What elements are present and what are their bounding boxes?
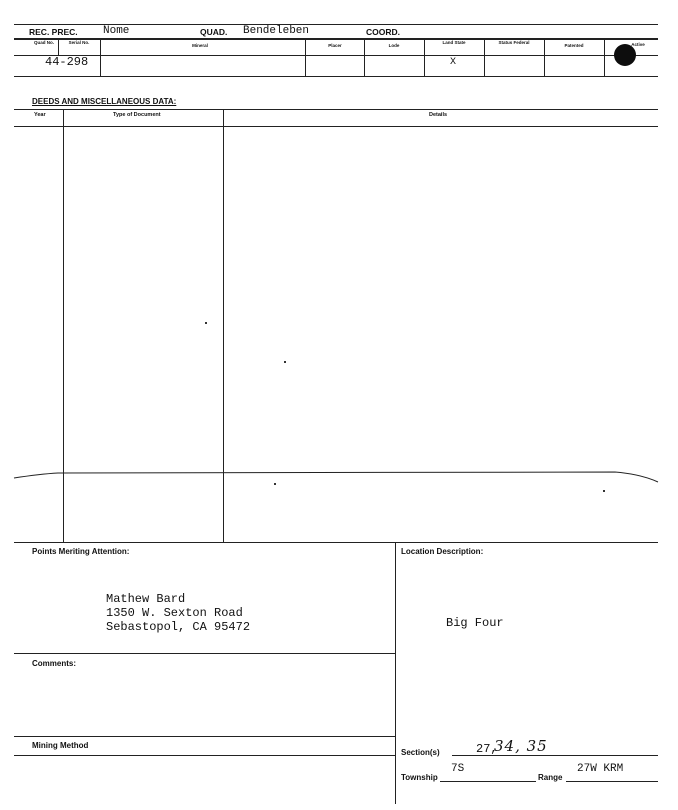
points-name: Mathew Bard bbox=[106, 592, 186, 606]
col-patented: Patented bbox=[564, 43, 584, 48]
punch-hole-mark bbox=[614, 44, 636, 66]
col-land-state: Land State bbox=[442, 40, 466, 45]
lower-top-rule bbox=[14, 542, 658, 543]
points-city: Sebastopol, CA 95472 bbox=[106, 620, 251, 634]
mining-top-rule bbox=[14, 736, 395, 737]
col-active: Active bbox=[631, 42, 645, 47]
col-serial-no: Serial No. bbox=[68, 40, 90, 45]
col-status-federal: Status Federal bbox=[498, 40, 530, 45]
header-row-rule bbox=[14, 38, 658, 40]
mining-bottom-rule bbox=[14, 755, 395, 756]
quad-value: Bendeleben bbox=[243, 25, 310, 37]
section-value-typed: 27, bbox=[476, 742, 498, 756]
points-street: 1350 W. Sexton Road bbox=[106, 606, 243, 620]
header-divider bbox=[484, 39, 485, 76]
col-placer: Placer bbox=[328, 43, 342, 48]
header-divider bbox=[58, 39, 59, 56]
col-quad-no: Quad No. bbox=[34, 40, 54, 45]
deeds-col-year: Year bbox=[34, 112, 46, 118]
township-line bbox=[440, 781, 536, 782]
header-divider bbox=[305, 39, 306, 76]
township-label: Township bbox=[401, 773, 438, 782]
header-columns-rule bbox=[14, 55, 658, 56]
scan-speck bbox=[603, 490, 605, 492]
land-state-value: X bbox=[450, 57, 457, 68]
header-divider bbox=[100, 39, 101, 76]
coord-label: COORD. bbox=[366, 27, 400, 37]
header-divider bbox=[604, 39, 605, 76]
header-divider bbox=[364, 39, 365, 76]
range-line bbox=[566, 781, 658, 782]
township-value: 7S bbox=[451, 763, 465, 775]
deeds-col-type: Type of Document bbox=[113, 112, 161, 118]
deeds-col-details: Details bbox=[429, 112, 448, 118]
page-fold-line bbox=[0, 460, 678, 490]
quad-label: QUAD. bbox=[200, 27, 228, 37]
rec-prec-value: Nome bbox=[103, 25, 130, 37]
col-lode: Lode bbox=[388, 43, 400, 48]
header-divider bbox=[544, 39, 545, 76]
deeds-title: DEEDS AND MISCELLANEOUS DATA: bbox=[32, 97, 177, 106]
header-divider bbox=[424, 39, 425, 76]
lower-center-divider bbox=[395, 542, 396, 804]
comments-label: Comments: bbox=[32, 659, 77, 668]
points-label: Points Meriting Attention: bbox=[32, 547, 130, 556]
range-label: Range bbox=[538, 773, 563, 782]
deeds-header-rule bbox=[14, 126, 658, 127]
scan-speck bbox=[205, 322, 207, 324]
deeds-top-rule bbox=[14, 109, 658, 110]
section-value-handwritten: 34, 35 bbox=[494, 737, 548, 755]
range-value: 27W KRM bbox=[577, 763, 624, 775]
rec-prec-label: REC. PREC. bbox=[29, 27, 78, 37]
comments-top-rule bbox=[14, 653, 395, 654]
header-bottom-rule bbox=[14, 76, 658, 77]
scan-speck bbox=[284, 361, 286, 363]
location-value: Big Four bbox=[446, 616, 504, 630]
quad-serial-value: 44-298 bbox=[45, 55, 89, 69]
section-label: Section(s) bbox=[401, 748, 440, 757]
scan-speck bbox=[274, 483, 276, 485]
mining-label: Mining Method bbox=[32, 741, 89, 750]
location-label: Location Description: bbox=[401, 547, 484, 556]
col-mineral: Mineral bbox=[192, 43, 208, 48]
